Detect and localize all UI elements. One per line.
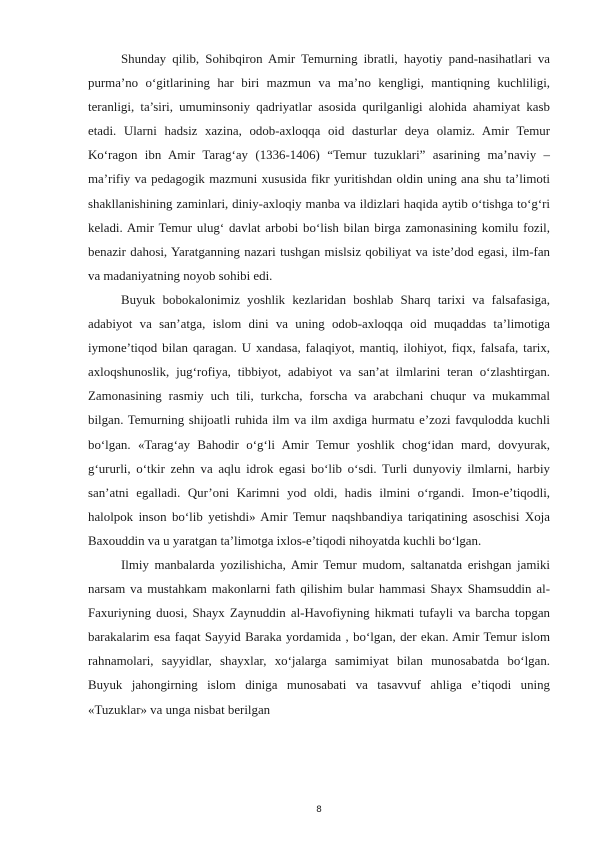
paragraph-1: Shunday qilib, Sohibqiron Amir Temurning ibratli, hayotiy pand-nasihatlari va purma’no o‘gitlarining har biri mazmun va ma’no kengligi, mantiqning kuchliligi, teranligi, ta’siri, umuminsoniy qadriyatlar asosida qurilganligi alohida ahamiyat kasb etadi. Ularni hadsiz xazina, odob-axloqqa oid dasturlar deya olamiz. Amir Temur Ko‘ragon ibn Amir Tarag‘ay (1336-1406) “Temur tuzuklari” asarining ma’naviy – ma’rifiy va pedagogik mazmuni xususida fikr yuritishdan oldin uning ana shu ta’limoti shakllanishining zaminlari, diniy-axloqiy manba va ildizlari haqida aytib o‘tishga to‘g‘ri keladi. Amir Temur ulug‘ davlat arbobi bo‘lish bilan birga zamonasining komilu fozil, benazir dahosi, Yaratganning nazari tushgan mislsiz qobiliyat va iste’dod egasi, ilm-fan va madaniyatning noyob sohibi edi. bbox=[88, 52, 550, 283]
paragraph-3: Ilmiy manbalarda yozilishicha, Amir Temur mudom, saltanatda erishgan jamiki narsam va mustahkam makonlarni fath qilishim bular hammasi Shayx Shamsuddin al-Faxuriyning duosi, Shayx Zaynuddin al-Havofiyning hikmati tufayli va barcha topgan barakalarim esa faqat Sayyid Baraka yordamida , bo‘lgan, der ekan. Amir Temur islom rahnamolari, sayyidlar, shayxlar, xo‘jalarga samimiyat bilan munosabatda bo‘lgan. Buyuk jahongirning islom diniga munosabati va tasavvuf ahliga e’tiqodi uning «Tuzuklar» va unga nisbat berilgan bbox=[88, 557, 550, 717]
page-number: 8 bbox=[316, 805, 322, 815]
document-body bbox=[88, 47, 550, 722]
paragraph-2: Buyuk bobokalonimiz yoshlik kezlaridan boshlab Sharq tarixi va falsafasiga, adabiyot va san’atga, islom dini va uning odob-axloqqa oid muqaddas ta’limotiga iymone’tiqod bilan qaragan. U xandasa, falaqiyot, mantiq, ilohiyot, fiqx, falsafa, tarix, axloqshunoslik, jug‘rofiya, tibbiyot, adabiyot va san’at ilmlarini teran o‘zlashtirgan. Zamonasining rasmiy uch tili, turkcha, forscha va arabchani chuqur va mukammal bilgan. Temurning shijoatli ruhida ilm va ilm axdiga hurmatu e’zozi favqulodda kuchli bo‘lgan. «Tarag‘ay Bahodir o‘g‘li Amir Temur yoshlik chog‘idan mard, dovyurak, g‘ururli, o‘tkir zehn va aqlu idrok egasi bo‘lib o‘sdi. Turli dunyoviy ilmlarni, harbiy san’atni egalladi. Qur’oni Karimni yod oldi, hadis ilmini o‘rgandi. Imon-e’tiqodli, halolpok inson bo‘lib yetishdi» Amir Temur naqshbandiya tariqatining asoschisi Xoja Baxouddin va u yaratgan ta’limotga ixlos-e’tiqodi nihoyatda kuchli bo‘lgan. bbox=[88, 292, 550, 548]
